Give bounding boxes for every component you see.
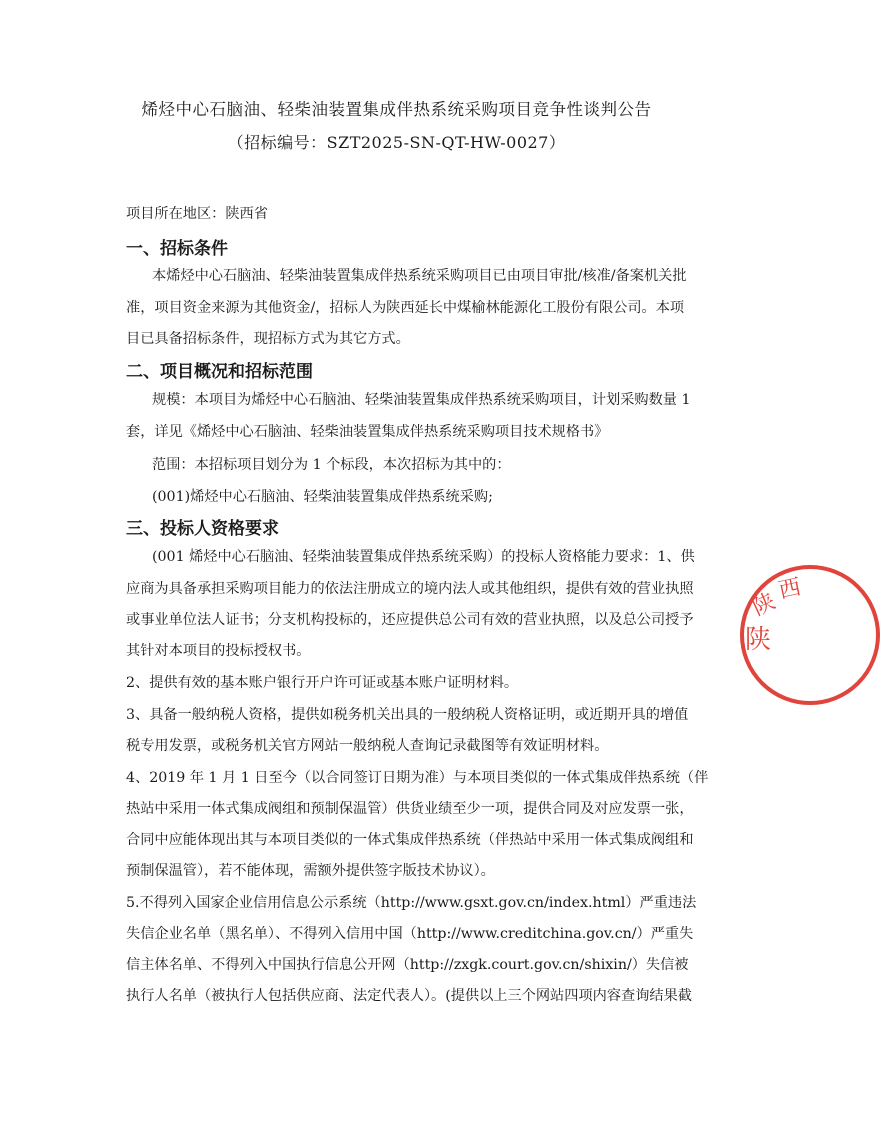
seal-text-3: 陕 bbox=[745, 625, 772, 655]
document-title: 烯烃中心石脑油、轻柴油装置集成伴热系统采购项目竞争性谈判公告 bbox=[141, 100, 652, 119]
paragraph-line: 目已具备招标条件，现招标方式为其它方式。 bbox=[126, 331, 410, 347]
paragraph-line: 范围：本招标项目划分为 1 个标段，本次招标为其中的： bbox=[152, 457, 511, 473]
tender-number: （招标编号：SZT2025-SN-QT-HW-0027） bbox=[227, 133, 566, 152]
paragraph-line: 其针对本项目的投标授权书。 bbox=[126, 643, 311, 659]
paragraph-line: (001 烯烃中心石脑油、轻柴油装置集成伴热系统采购）的投标人资格能力要求：1、供 bbox=[152, 549, 695, 565]
paragraph-line: 执行人名单（被执行人包括供应商、法定代表人）。(提供以上三个网站四项内容查询结果截 bbox=[126, 988, 692, 1004]
paragraph-line: (001)烯烃中心石脑油、轻柴油装置集成伴热系统采购; bbox=[152, 489, 493, 505]
section-heading-bidding-conditions: 一、招标条件 bbox=[126, 239, 228, 259]
paragraph-line: 规模：本项目为烯烃中心石脑油、轻柴油装置集成伴热系统采购项目，计划采购数量 1 bbox=[152, 392, 691, 408]
paragraph-line: 4、2019 年 1 月 1 日至今（以合同签订日期为准）与本项目类似的一体式集成伴热系统（伴 bbox=[126, 770, 709, 786]
paragraph-line: 3、具备一般纳税人资格，提供如税务机关出具的一般纳税人资格证明，或近期开具的增值 bbox=[126, 707, 689, 723]
company-seal-icon bbox=[735, 560, 885, 710]
paragraph-line: 5.不得列入国家企业信用信息公示系统（http://www.gsxt.gov.cn/index.html）严重违法 bbox=[126, 895, 697, 911]
paragraph-line: 合同中应能体现出其与本项目类似的一体式集成伴热系统（伴热站中采用一体式集成阀组和 bbox=[126, 832, 694, 848]
project-region: 项目所在地区：陕西省 bbox=[126, 206, 268, 222]
section-heading-bidder-qualifications: 三、投标人资格要求 bbox=[126, 519, 279, 539]
paragraph-line: 或事业单位法人证书；分支机构投标的，还应提供总公司有效的营业执照，以及总公司授予 bbox=[126, 612, 694, 628]
paragraph-line: 应商为具备承担采购项目能力的依法注册成立的境内法人或其他组织，提供有效的营业执照 bbox=[126, 581, 694, 597]
paragraph-line: 失信企业名单（黑名单）、不得列入信用中国（http://www.creditchina.gov.cn/）严重失 bbox=[126, 926, 694, 942]
paragraph-line: 税专用发票，或税务机关官方网站一般纳税人查询记录截图等有效证明材料。 bbox=[126, 738, 609, 754]
section-heading-project-overview: 二、项目概况和招标范围 bbox=[126, 362, 313, 382]
paragraph-line: 套，详见《烯烃中心石脑油、轻柴油装置集成伴热系统采购项目技术规格书》 bbox=[126, 424, 609, 440]
paragraph-line: 2、提供有效的基本账户银行开户许可证或基本账户证明材料。 bbox=[126, 675, 519, 691]
paragraph-line: 热站中采用一体式集成阀组和预制保温管）供货业绩至少一项，提供合同及对应发票一张， bbox=[126, 801, 694, 817]
paragraph-line: 信主体名单、不得列入中国执行信息公开网（http://zxgk.court.gov.cn/shixin/）失信被 bbox=[126, 957, 689, 973]
seal-text-2: 西 bbox=[776, 574, 804, 604]
paragraph-line: 准，项目资金来源为其他资金/，招标人为陕西延长中煤榆林能源化工股份有限公司。本项 bbox=[126, 300, 685, 316]
paragraph-line: 本烯烃中心石脑油、轻柴油装置集成伴热系统采购项目已由项目审批/核准/备案机关批 bbox=[152, 268, 687, 284]
paragraph-line: 预制保温管），若不能体现，需额外提供签字版技术协议）。 bbox=[126, 863, 495, 879]
seal-text-1: 陕 bbox=[748, 589, 780, 622]
